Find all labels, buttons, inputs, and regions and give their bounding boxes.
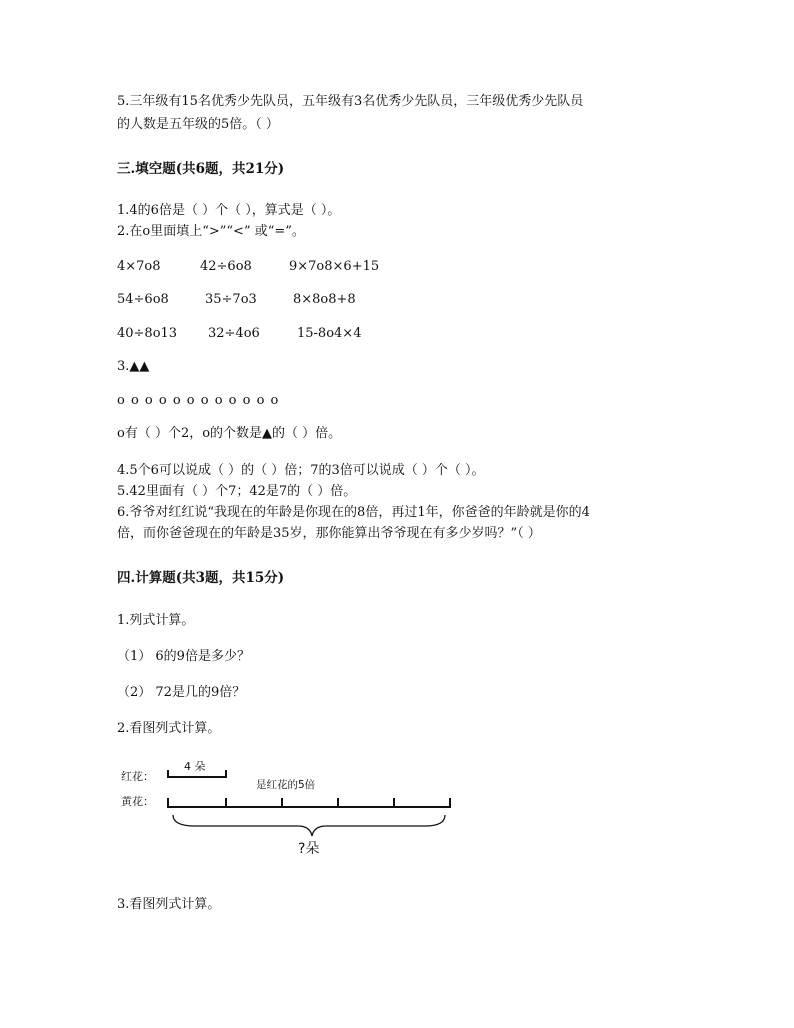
grid-cell: 32÷4o6 <box>208 326 260 341</box>
s4-q2: 2.看图列式计算。 <box>117 721 221 736</box>
red-count-label: 4 朵 <box>184 760 206 773</box>
s4-q3: 3.看图列式计算。 <box>117 897 221 912</box>
grid-cell: 35÷7o3 <box>205 292 257 307</box>
s3-q4: 4.5个6可以说成（ ）的（ ）倍；7的3倍可以说成（ ）个（ ）。 <box>117 463 485 478</box>
s4-q1-sub2: （2） 72是几的9倍？ <box>117 685 246 700</box>
grid-row-1 <box>117 258 379 276</box>
yellow-flower-label: 黄花： <box>121 795 154 808</box>
section4-heading: 四.计算题(共3题，共15分) <box>117 570 285 586</box>
s3-q6-line2: 倍，而你爸爸现在的年龄是35岁，那你能算出爷爷现在有多少岁吗？”（ ） <box>117 526 541 541</box>
q5-line1: 5.三年级有15名优秀少先队员，五年级有3名优秀少先队员，三年级优秀少先队员 <box>117 94 584 109</box>
s3-q3-circles: o o o o o o o o o o o o <box>117 393 280 408</box>
question-label: ?朵 <box>298 841 320 857</box>
red-flower-label: 红花： <box>121 770 154 783</box>
grid-cell: 54÷6o8 <box>117 292 169 307</box>
grid-cell: 40÷8o13 <box>117 326 178 341</box>
red-bar <box>168 770 226 778</box>
grid-cell: 4×7o8 <box>117 259 161 274</box>
grid-cell: 15-8o4×4 <box>297 326 362 341</box>
grid-cell: 8×8o8+8 <box>293 292 356 307</box>
s3-q2: 2.在o里面填上“>”“<” 或“=”。 <box>117 224 305 239</box>
s3-q5: 5.42里面有（ ）个7；42是7的（ ）倍。 <box>117 484 357 499</box>
s3-q3-label: 3.▲▲ <box>117 359 150 374</box>
relation-label: 是红花的5倍 <box>256 779 316 791</box>
s3-q3-text: o有（ ）个2，o的个数是▲的（ ）倍。 <box>117 426 342 441</box>
grid-cell: 9×7o8×6+15 <box>289 259 380 274</box>
s4-q1: 1.列式计算。 <box>117 613 195 628</box>
s3-q6-line1: 6.爷爷对红红说“我现在的年龄是你现在的8倍，再过1年，你爸爸的年龄就是你的4 <box>117 505 590 520</box>
q5-line2: 的人数是五年级的5倍。（ ） <box>117 117 279 132</box>
grid-row-2 <box>117 291 356 309</box>
section3-heading: 三.填空题(共6题，共21分) <box>117 161 285 177</box>
s4-q1-sub1: （1） 6的9倍是多少？ <box>117 649 250 664</box>
s3-q1: 1.4的6倍是（ ）个（ ），算式是（ ）。 <box>117 203 341 218</box>
grid-row-3 <box>117 325 361 343</box>
yellow-bar <box>168 798 450 808</box>
total-brace <box>173 815 445 836</box>
grid-cell: 42÷6o8 <box>200 259 252 274</box>
